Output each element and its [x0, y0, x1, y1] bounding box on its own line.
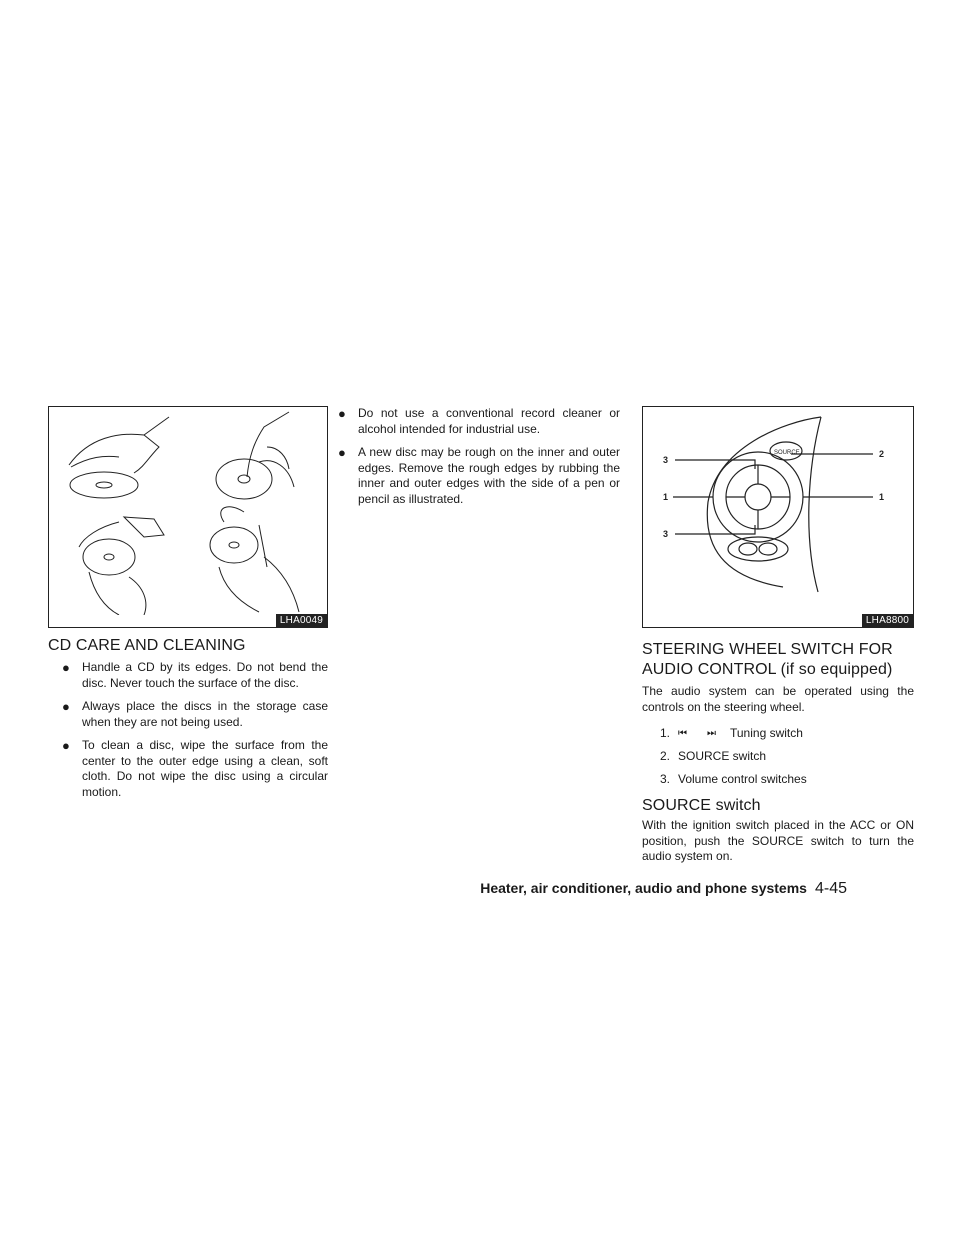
cd-care-bullets [60, 660, 328, 808]
list-item: 1. ⏮ ⏭ Tuning switch [660, 726, 803, 740]
list-item: 3. Volume control switches [660, 772, 807, 786]
cd-care-figure [48, 406, 328, 628]
cd-care-heading: CD CARE AND CLEANING [48, 637, 246, 654]
list-item: ● Handle a CD by its edges. Do not bend the disc. Never touch the surface of the disc. [62, 660, 328, 690]
list-item: 2. SOURCE switch [660, 749, 767, 763]
bullet-icon: ● [338, 406, 346, 421]
source-switch-text: With the ignition switch placed in the ACC or ON position, push the SOURCE switch to turn the audio system on. [642, 818, 914, 863]
source-switch-heading: SOURCE switch [642, 797, 761, 814]
callout-3-bottom: 3 [663, 529, 669, 539]
figure-label: LHA8800 [862, 614, 913, 627]
next-track-icon: ⏭ [707, 728, 716, 739]
previous-track-icon: ⏮ [678, 728, 687, 739]
list-item: ● Do not use a conventional record cleaner or alcohol intended for industrial use. [338, 406, 620, 436]
callout-1-right: 1 [879, 492, 885, 502]
cd-care-bullets-continued [336, 406, 620, 515]
steering-switch-list [660, 726, 807, 795]
cd-handling-illustration [49, 407, 327, 615]
bullet-icon: ● [338, 445, 346, 460]
bullet-icon: ● [62, 738, 70, 753]
bullet-icon: ● [62, 699, 70, 714]
steering-switch-illustration [643, 407, 913, 615]
callout-2: 2 [879, 449, 885, 459]
steering-switch-figure [642, 406, 914, 628]
page-number: 4-45 [814, 880, 847, 897]
bullet-icon: ● [62, 660, 70, 675]
callout-3-top: 3 [663, 455, 669, 465]
callout-1-left: 1 [663, 492, 669, 502]
figure-label: LHA0049 [276, 614, 327, 627]
list-item: ● A new disc may be rough on the inner and outer edges. Remove the rough edges by rubbing the inner and outer edges with the side of a pen or pencil as illustrated. [338, 445, 620, 506]
steering-intro: The audio system can be operated using the controls on the steering wheel. [642, 684, 914, 714]
list-item: ● Always place the discs in the storage case when they are not being used. [62, 699, 328, 729]
page-footer [480, 880, 847, 898]
footer-section: Heater, air conditioner, audio and phone systems [480, 880, 807, 896]
source-switch-label: SOURCE [774, 450, 800, 456]
steering-switch-heading: STEERING WHEEL SWITCH FOR AUDIO CONTROL (if so equipped) [642, 641, 893, 678]
list-item: ● To clean a disc, wipe the surface from the center to the outer edge using a clean, soft cloth. Do not wipe the disc using a circular motion. [62, 738, 328, 799]
